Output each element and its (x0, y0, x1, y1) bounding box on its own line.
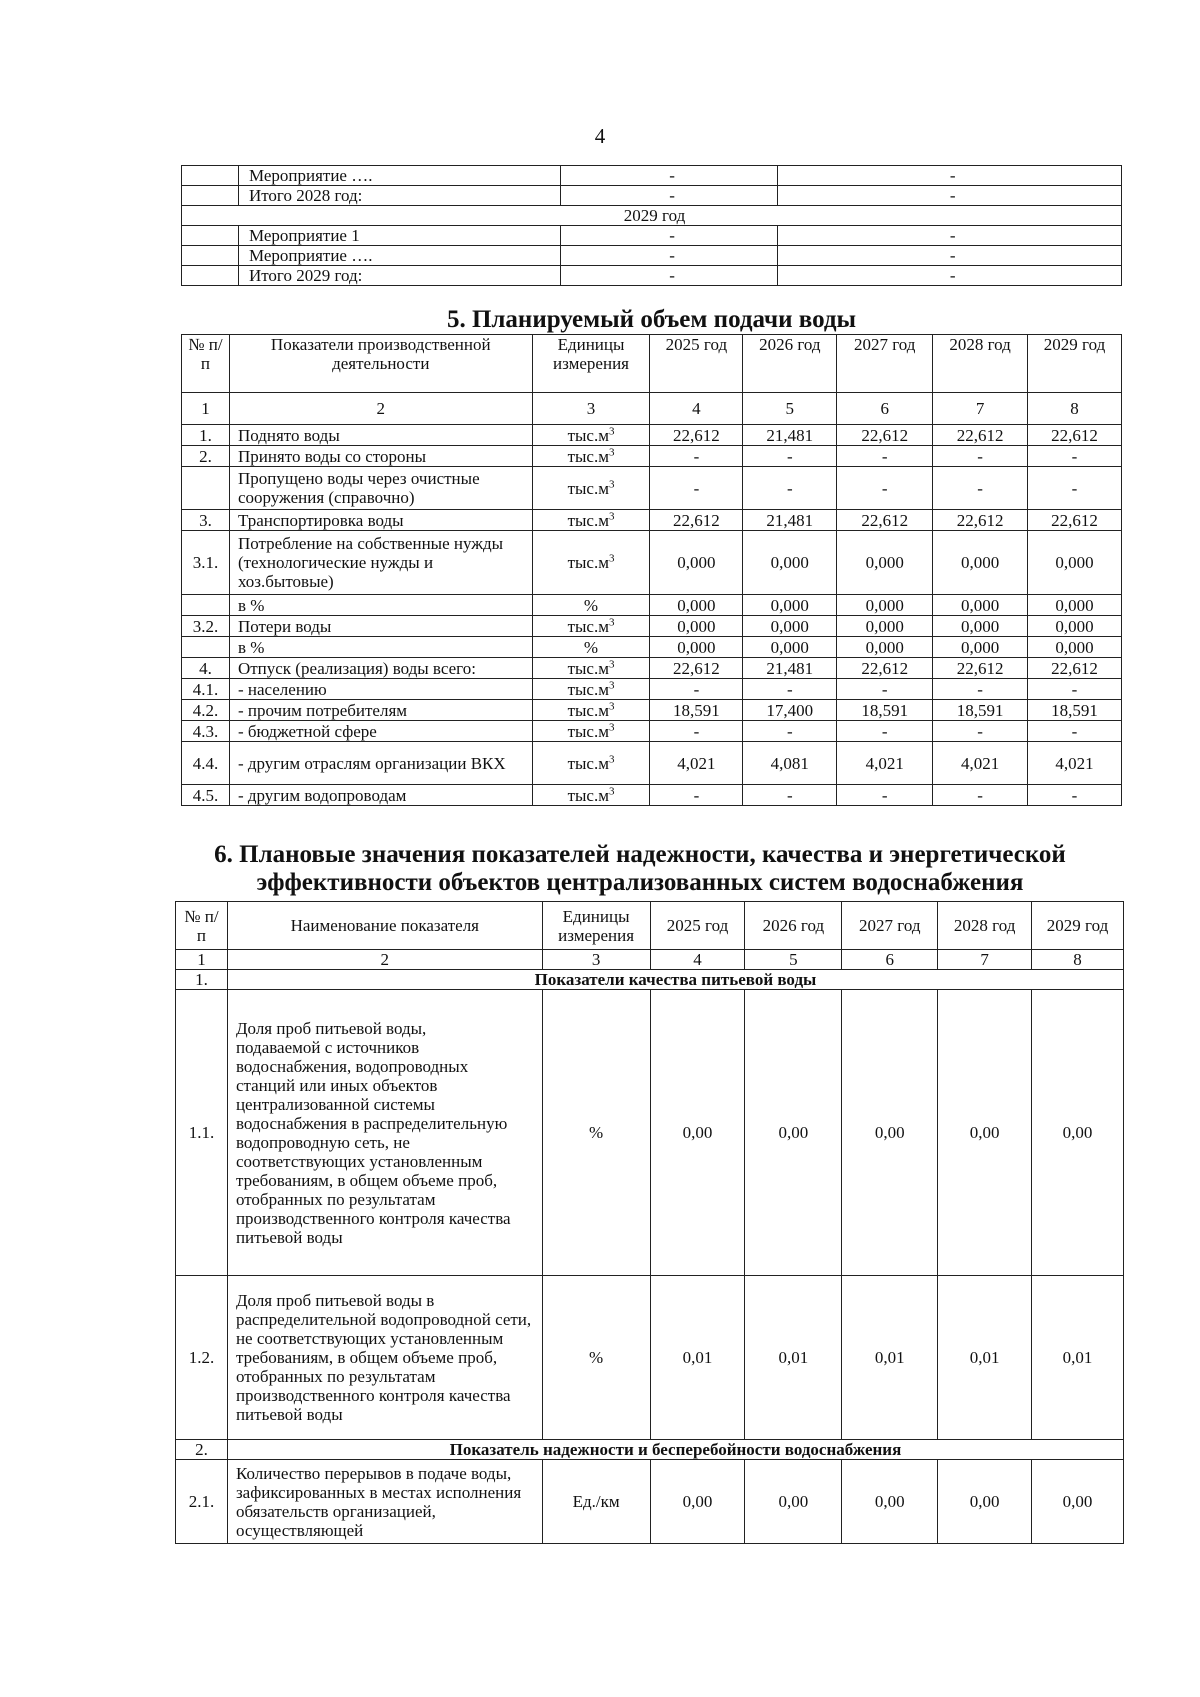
indicator-name: - другим отраслям организации ВКХ (229, 742, 532, 785)
table-row (182, 595, 1122, 616)
column-number: 8 (1028, 393, 1122, 425)
indicator-name: в % (229, 595, 532, 616)
column-number: 5 (743, 393, 837, 425)
group-title: Показатели качества питьевой воды (227, 970, 1123, 990)
column-number: 2 (227, 950, 542, 970)
group-row (176, 1440, 1124, 1460)
value-cell: 22,612 (1028, 658, 1122, 679)
indicator-name: - бюджетной сфере (229, 721, 532, 742)
value-cell: - (933, 721, 1028, 742)
header-year: 2028 год (938, 902, 1032, 950)
column-number: 5 (745, 950, 842, 970)
unit-superscript: 3 (608, 552, 615, 565)
value-cell: - (1028, 679, 1122, 700)
unit-base: тыс.м (567, 658, 609, 678)
table-row (182, 166, 1122, 186)
table-row (182, 446, 1122, 467)
unit-superscript: 3 (608, 657, 615, 670)
unit-cell (532, 742, 650, 785)
unit-superscript: 3 (608, 615, 615, 628)
unit-superscript: 3 (608, 752, 615, 765)
indicator-name: - населению (229, 679, 532, 700)
events-continuation-table (181, 165, 1122, 286)
value-cell: - (778, 266, 1122, 286)
table-row (182, 186, 1122, 206)
row-number: 4.3. (182, 721, 230, 742)
row-number: 3.1. (182, 531, 230, 595)
value-cell: - (743, 446, 837, 467)
row-number: 4. (182, 658, 230, 679)
unit-cell (532, 531, 650, 595)
unit-cell (532, 467, 650, 510)
table-row (182, 226, 1122, 246)
row-number (182, 246, 239, 266)
value-cell: 22,612 (650, 425, 743, 446)
value-cell: 0,00 (938, 990, 1032, 1276)
indicator-name: Количество перерывов в подаче воды, зафиксированных в местах исполнения обязательств организацией, осуществляющей (227, 1460, 542, 1544)
value-cell: 22,612 (933, 510, 1028, 531)
row-number: 1. (182, 425, 230, 446)
value-cell: 22,612 (650, 658, 743, 679)
value-cell: 0,00 (745, 1460, 842, 1544)
header-year: 2028 год (933, 335, 1028, 393)
value-cell: 0,00 (842, 1460, 938, 1544)
value-cell: 0,000 (650, 595, 743, 616)
table-row (182, 742, 1122, 785)
value-cell: 0,000 (743, 595, 837, 616)
header-year: 2025 год (650, 902, 745, 950)
header-year: 2027 год (837, 335, 933, 393)
value-cell: 22,612 (933, 658, 1028, 679)
unit-cell (532, 700, 650, 721)
reliability-quality-indicators-table (175, 901, 1124, 1544)
column-number: 4 (650, 393, 743, 425)
column-number: 1 (182, 393, 230, 425)
column-number: 6 (837, 393, 933, 425)
value-cell: 17,400 (743, 700, 837, 721)
value-cell: 0,000 (933, 637, 1028, 658)
value-cell: - (743, 679, 837, 700)
value-cell: 22,612 (837, 510, 933, 531)
value-cell: 22,612 (1028, 510, 1122, 531)
value-cell: - (650, 446, 743, 467)
value-cell: 0,01 (842, 1276, 938, 1440)
value-cell: - (1028, 467, 1122, 510)
table-row (182, 721, 1122, 742)
unit-cell: % (542, 990, 650, 1276)
value-cell: 0,00 (842, 990, 938, 1276)
column-number: 2 (229, 393, 532, 425)
value-cell: 0,000 (1028, 637, 1122, 658)
event-name: Мероприятие …. (238, 166, 560, 186)
unit-cell (532, 510, 650, 531)
value-cell: 0,000 (743, 637, 837, 658)
row-number: 2. (182, 446, 230, 467)
table-row (182, 425, 1122, 446)
value-cell: - (837, 446, 933, 467)
unit-cell (532, 679, 650, 700)
column-number: 7 (933, 393, 1028, 425)
column-number-row (182, 393, 1122, 425)
value-cell: - (1028, 785, 1122, 806)
value-cell: 0,01 (938, 1276, 1032, 1440)
row-number (182, 266, 239, 286)
unit-cell: % (532, 595, 650, 616)
header-number: № п/п (182, 335, 230, 393)
group-number: 1. (176, 970, 228, 990)
unit-base: тыс.м (567, 700, 609, 720)
value-cell: - (778, 166, 1122, 186)
header-unit: Единицы измерения (532, 335, 650, 393)
row-number: 4.2. (182, 700, 230, 721)
column-number: 1 (176, 950, 228, 970)
value-cell: 4,021 (650, 742, 743, 785)
value-cell: 22,612 (650, 510, 743, 531)
value-cell: - (778, 246, 1122, 266)
unit-cell (532, 425, 650, 446)
row-number: 1.2. (176, 1276, 228, 1440)
row-number (182, 166, 239, 186)
indicator-name: Отпуск (реализация) воды всего: (229, 658, 532, 679)
group-title: Показатель надежности и бесперебойности водоснабжения (227, 1440, 1123, 1460)
value-cell: 0,000 (743, 531, 837, 595)
header-unit: Единицы измерения (542, 902, 650, 950)
value-cell: 22,612 (837, 658, 933, 679)
column-number-row (176, 950, 1124, 970)
unit-base: тыс.м (567, 510, 609, 530)
unit-base: тыс.м (567, 425, 609, 445)
value-cell: 0,000 (650, 637, 743, 658)
value-cell: 0,000 (650, 616, 743, 637)
table-header-row (182, 335, 1122, 393)
unit-base: тыс.м (567, 446, 609, 466)
header-year: 2029 год (1032, 902, 1124, 950)
indicator-name: Транспортировка воды (229, 510, 532, 531)
value-cell: - (933, 446, 1028, 467)
table-row (182, 616, 1122, 637)
value-cell: - (837, 467, 933, 510)
value-cell: 18,591 (1028, 700, 1122, 721)
indicator-name: Потребление на собственные нужды (технологические нужды и хоз.бытовые) (229, 531, 532, 595)
header-year: 2025 год (650, 335, 743, 393)
table-row (182, 700, 1122, 721)
row-number: 3.2. (182, 616, 230, 637)
value-cell: 4,081 (743, 742, 837, 785)
value-cell: 18,591 (837, 700, 933, 721)
event-name: Итого 2028 год: (238, 186, 560, 206)
unit-superscript: 3 (608, 509, 615, 522)
water-supply-volume-table (181, 334, 1122, 806)
value-cell: 0,00 (745, 990, 842, 1276)
indicator-name: Поднято воды (229, 425, 532, 446)
indicator-name: Потери воды (229, 616, 532, 637)
unit-cell (532, 616, 650, 637)
column-number: 6 (842, 950, 938, 970)
unit-superscript: 3 (608, 678, 615, 691)
unit-cell (532, 785, 650, 806)
year-row (182, 206, 1122, 226)
row-number (182, 467, 230, 510)
unit-cell (532, 446, 650, 467)
value-cell: - (933, 785, 1028, 806)
value-cell: 0,000 (837, 531, 933, 595)
value-cell: - (837, 785, 933, 806)
value-cell: - (560, 166, 778, 186)
row-number (182, 226, 239, 246)
event-name: Итого 2029 год: (238, 266, 560, 286)
unit-base: тыс.м (567, 785, 609, 805)
value-cell: - (650, 785, 743, 806)
unit-base: тыс.м (567, 721, 609, 741)
unit-base: тыс.м (567, 679, 609, 699)
value-cell: 21,481 (743, 425, 837, 446)
unit-superscript: 3 (608, 445, 615, 458)
indicator-name: Принято воды со стороны (229, 446, 532, 467)
value-cell: - (650, 467, 743, 510)
column-number: 7 (938, 950, 1032, 970)
value-cell: - (778, 186, 1122, 206)
value-cell: 4,021 (933, 742, 1028, 785)
unit-cell: Ед./км (542, 1460, 650, 1544)
value-cell: - (1028, 721, 1122, 742)
value-cell: - (560, 246, 778, 266)
unit-superscript: 3 (608, 424, 615, 437)
unit-cell: % (542, 1276, 650, 1440)
value-cell: - (743, 467, 837, 510)
value-cell: 0,000 (1028, 595, 1122, 616)
value-cell: - (933, 467, 1028, 510)
value-cell: 0,000 (933, 531, 1028, 595)
value-cell: 0,000 (837, 616, 933, 637)
value-cell: - (778, 226, 1122, 246)
value-cell: 0,000 (650, 531, 743, 595)
indicator-name: Пропущено воды через очистные сооружения (справочно) (229, 467, 532, 510)
unit-cell (532, 658, 650, 679)
value-cell: - (560, 226, 778, 246)
value-cell: - (560, 266, 778, 286)
section6-title-line2: эффективности объектов централизованных систем водоснабжения (256, 869, 1024, 896)
value-cell: 0,00 (650, 1460, 745, 1544)
table-header-row (176, 902, 1124, 950)
value-cell: 0,01 (745, 1276, 842, 1440)
header-number: № п/п (176, 902, 228, 950)
section5-title: 5. Планируемый объем подачи воды (446, 306, 857, 333)
row-number: 4.4. (182, 742, 230, 785)
value-cell: - (1028, 446, 1122, 467)
value-cell: 0,000 (1028, 531, 1122, 595)
value-cell: 0,00 (1032, 990, 1124, 1276)
header-year: 2029 год (1028, 335, 1122, 393)
unit-superscript: 3 (608, 699, 615, 712)
value-cell: 0,000 (933, 595, 1028, 616)
table-row (182, 785, 1122, 806)
value-cell: - (837, 679, 933, 700)
row-number: 3. (182, 510, 230, 531)
value-cell: 0,000 (743, 616, 837, 637)
header-indicator-name: Наименование показателя (227, 902, 542, 950)
header-indicator: Показатели производственной деятельности (229, 335, 532, 393)
value-cell: 22,612 (933, 425, 1028, 446)
value-cell: 0,01 (1032, 1276, 1124, 1440)
row-number: 2.1. (176, 1460, 228, 1544)
unit-base: тыс.м (567, 553, 609, 572)
column-number: 3 (532, 393, 650, 425)
year-label: 2029 год (182, 206, 1122, 226)
column-number: 3 (542, 950, 650, 970)
event-name: Мероприятие …. (238, 246, 560, 266)
row-number (182, 186, 239, 206)
unit-base: тыс.м (567, 478, 609, 498)
value-cell: 4,021 (837, 742, 933, 785)
value-cell: 0,000 (933, 616, 1028, 637)
value-cell: 18,591 (650, 700, 743, 721)
value-cell: - (743, 785, 837, 806)
section6-title-line1: 6. Плановые значения показателей надежности, качества и энергетической (214, 841, 1066, 868)
table-row (182, 246, 1122, 266)
page-number: 4 (594, 124, 606, 148)
value-cell: 21,481 (743, 510, 837, 531)
value-cell: 18,591 (933, 700, 1028, 721)
value-cell: - (650, 721, 743, 742)
unit-superscript: 3 (608, 477, 615, 490)
indicator-name: Доля проб питьевой воды в распределительной водопроводной сети, не соответствующих установленным требованиям, в общем объеме проб, отобранных по результатам производственного контроля качества питьевой воды (227, 1276, 542, 1440)
group-row (176, 970, 1124, 990)
table-row (182, 637, 1122, 658)
header-year: 2027 год (842, 902, 938, 950)
table-row (182, 531, 1122, 595)
table-row (182, 658, 1122, 679)
indicator-name: Доля проб питьевой воды, подаваемой с источников водоснабжения, водопроводных станций или иных объектов централизованной системы водоснабжения в распределительную водопроводную сеть, не соответствующих установленным требованиям, в общем объеме проб, отобранных по результатам производственного контроля качества питьевой воды (227, 990, 542, 1276)
value-cell: - (560, 186, 778, 206)
row-number (182, 595, 230, 616)
indicator-name: в % (229, 637, 532, 658)
value-cell: - (837, 721, 933, 742)
table-row (176, 1276, 1124, 1440)
row-number (182, 637, 230, 658)
value-cell: 0,01 (650, 1276, 745, 1440)
value-cell: 4,021 (1028, 742, 1122, 785)
table-row (182, 679, 1122, 700)
unit-cell: % (532, 637, 650, 658)
value-cell: 0,00 (1032, 1460, 1124, 1544)
table-row (182, 266, 1122, 286)
unit-cell (532, 721, 650, 742)
unit-superscript: 3 (608, 784, 615, 797)
value-cell: 0,000 (837, 637, 933, 658)
value-cell: 0,00 (938, 1460, 1032, 1544)
value-cell: 0,00 (650, 990, 745, 1276)
value-cell: - (650, 679, 743, 700)
value-cell: - (933, 679, 1028, 700)
value-cell: - (743, 721, 837, 742)
value-cell: 22,612 (837, 425, 933, 446)
event-name: Мероприятие 1 (238, 226, 560, 246)
value-cell: 22,612 (1028, 425, 1122, 446)
table-row (182, 510, 1122, 531)
indicator-name: - прочим потребителям (229, 700, 532, 721)
header-year: 2026 год (745, 902, 842, 950)
row-number: 4.1. (182, 679, 230, 700)
value-cell: 0,000 (837, 595, 933, 616)
indicator-name: - другим водопроводам (229, 785, 532, 806)
group-number: 2. (176, 1440, 228, 1460)
row-number: 1.1. (176, 990, 228, 1276)
table-row (176, 990, 1124, 1276)
column-number: 8 (1032, 950, 1124, 970)
header-year: 2026 год (743, 335, 837, 393)
row-number: 4.5. (182, 785, 230, 806)
unit-superscript: 3 (608, 720, 615, 733)
value-cell: 0,000 (1028, 616, 1122, 637)
unit-base: тыс.м (567, 616, 609, 636)
table-row (182, 467, 1122, 510)
unit-base: тыс.м (567, 753, 609, 773)
value-cell: 21,481 (743, 658, 837, 679)
table-row (176, 1460, 1124, 1544)
column-number: 4 (650, 950, 745, 970)
